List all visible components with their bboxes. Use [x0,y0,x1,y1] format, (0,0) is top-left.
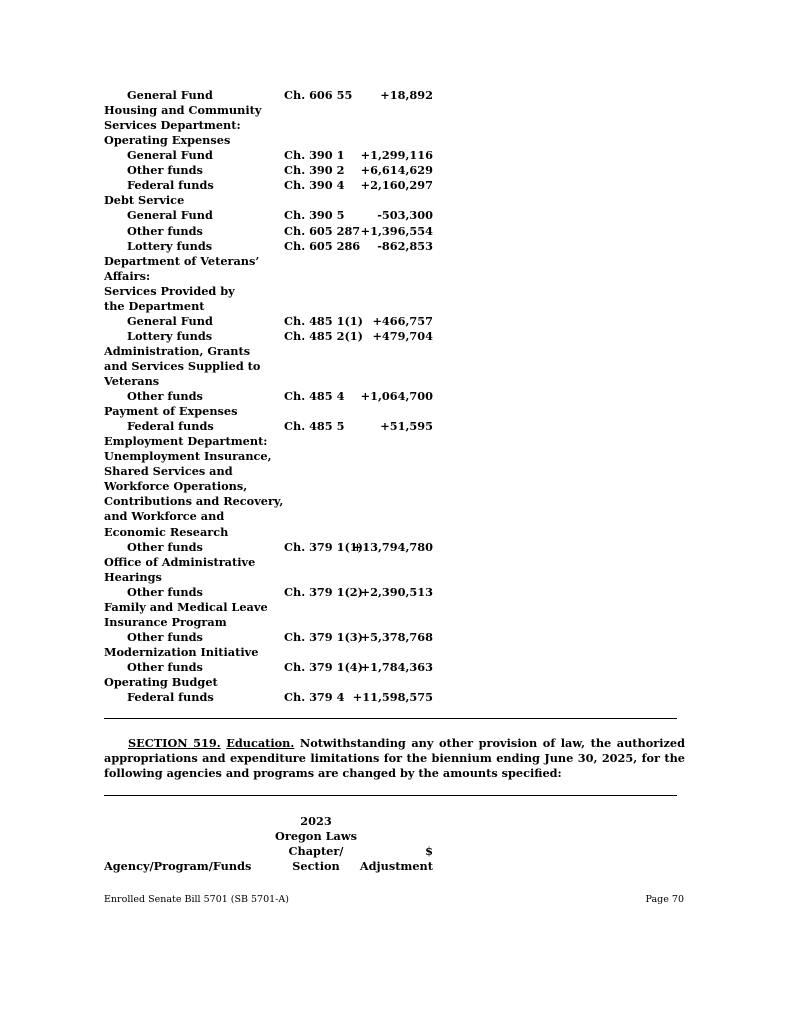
row-label: Modernization Initiative [104,644,259,659]
section-519-paragraph [104,736,685,781]
header-adjustment: Adjustment [359,859,433,873]
row-label: Federal funds [127,690,214,704]
row-label: Operating Budget [104,675,218,689]
divider-rule-top [104,718,677,719]
row-label: Payment of Expenses [104,404,238,419]
table-row [104,224,444,239]
row-amount: +1,064,700 [360,389,433,403]
footer-bill-name: Enrolled Senate Bill 5701 (SB 5701-A) [104,894,289,905]
section-title: Education. [226,736,295,750]
table-row [104,359,444,374]
table-row [104,630,444,645]
row-label: Services Provided by [104,283,235,298]
row-amount: +1,784,363 [360,659,433,674]
row-amount: -503,300 [377,208,433,223]
row-label: Contributions and Recovery, [104,494,284,509]
row-label: Other funds [127,584,203,599]
table-row [104,404,444,419]
row-label: Lottery funds [127,238,213,253]
table-row [104,449,444,464]
row-chapter: Ch. 390 2 [284,163,345,178]
table-row [104,540,444,555]
row-label: Federal funds [127,178,214,193]
row-chapter: Ch. 485 2(1) [284,328,363,343]
table-row [104,434,444,449]
table-row [104,600,444,615]
table-row [104,509,444,524]
row-label: Other funds [127,223,203,238]
row-label: Lottery funds [127,328,213,343]
table-row [104,479,444,494]
header-dollar-sign: $ [425,844,433,858]
table-row [104,525,444,540]
table-row [104,675,444,690]
row-label: Affairs: [104,268,151,283]
table-row [104,133,444,148]
row-chapter: Ch. 485 1(1) [284,313,363,328]
table-row [104,419,444,434]
row-amount: +11,598,575 [352,690,433,704]
row-label: Office of Administrative [104,554,256,569]
row-label: General Fund [127,148,213,163]
table-row [104,118,444,133]
row-chapter: Ch. 390 1 [284,148,345,163]
row-label: General Fund [127,88,213,102]
row-chapter: Ch. 379 1(3) [284,629,363,644]
table-row [104,374,444,389]
row-label: Administration, Grants [104,343,251,358]
table-row [104,494,444,509]
row-label: Other funds [127,163,203,178]
row-label: Other funds [127,659,203,674]
header-year: 2023 [300,814,332,828]
header-section: Section [292,859,340,873]
row-label: Family and Medical Leave [104,599,268,614]
row-amount: +2,390,513 [360,584,433,599]
table-row [104,570,444,585]
row-amount: +1,396,554 [360,223,433,238]
row-chapter: Ch. 485 4 [284,389,345,403]
header-chapter: Chapter/ [288,844,344,858]
row-amount: +479,704 [372,328,433,343]
row-label: Department of Veterans’ [104,253,260,268]
row-label: Other funds [127,629,203,644]
table-row [104,88,444,103]
table-row [104,269,444,284]
row-amount: +6,614,629 [360,163,433,178]
row-label: Veterans [104,373,160,388]
header-agency-program-funds: Agency/Program/Funds [104,859,252,873]
row-label: and Workforce and [104,509,225,524]
row-amount: +13,794,780 [352,539,433,554]
row-amount: +18,892 [380,88,433,102]
table-row [104,103,444,118]
table-row [104,585,444,600]
row-label: Housing and Community [104,103,262,117]
row-chapter: Ch. 379 1(1) [284,539,363,554]
row-label: Debt Service [104,193,185,208]
row-amount: +466,757 [372,313,433,328]
row-label: Economic Research [104,524,229,539]
row-label: Federal funds [127,419,214,434]
row-label: Services Department: [104,118,241,133]
table-row [104,208,444,223]
row-label: General Fund [127,313,213,328]
table-row [104,193,444,208]
row-label: Workforce Operations, [104,479,248,494]
row-label: Hearings [104,569,162,584]
footer-page-number: Page 70 [645,894,684,905]
row-chapter: Ch. 390 4 [284,178,345,193]
table-row [104,389,444,404]
table-row [104,464,444,479]
table-row [104,254,444,269]
row-amount: +1,299,116 [360,148,433,163]
row-chapter: Ch. 379 1(2) [284,584,363,599]
divider-rule-bottom [104,795,677,796]
table-row [104,645,444,660]
row-amount: +2,160,297 [360,178,433,193]
row-label: Operating Expenses [104,133,231,148]
row-label: Insurance Program [104,614,227,629]
table-row [104,660,444,675]
row-chapter: Ch. 379 1(4) [284,659,363,674]
table-row [104,299,444,314]
row-amount: +5,378,768 [360,629,433,644]
table-row [104,555,444,570]
row-label: Employment Department: [104,434,268,449]
row-chapter: Ch. 390 5 [284,208,345,223]
row-label: Other funds [127,539,203,554]
table-row [104,314,444,329]
row-amount: -862,853 [377,238,433,253]
header-oregon-laws: Oregon Laws [275,829,357,843]
table-row [104,148,444,163]
row-chapter: Ch. 605 286 [284,238,361,253]
row-label: and Services Supplied to [104,358,261,373]
row-chapter: Ch. 605 287 [284,223,361,238]
section-number: SECTION 519. [128,736,221,750]
table-row [104,344,444,359]
table-row [104,239,444,254]
table-row [104,329,444,344]
row-chapter: Ch. 485 5 [284,419,345,434]
row-chapter: Ch. 379 4 [284,690,345,704]
row-label: General Fund [127,208,213,223]
row-chapter: Ch. 606 55 [284,88,353,102]
table-row [104,615,444,630]
row-label: Other funds [127,389,203,403]
table-row [104,163,444,178]
table-row [104,690,444,705]
table-row [104,178,444,193]
table-row [104,284,444,299]
row-amount: +51,595 [380,419,433,434]
row-label: Shared Services and [104,464,233,479]
section-body: Notwithstanding any other provision of law, the authorized appropriations and expenditure limitations for the biennium ending June 30, 2025, for the following agencies and programs are changed by the amounts specified: [104,736,685,780]
row-label: Unemployment Insurance, [104,449,272,464]
row-label: the Department [104,298,205,313]
